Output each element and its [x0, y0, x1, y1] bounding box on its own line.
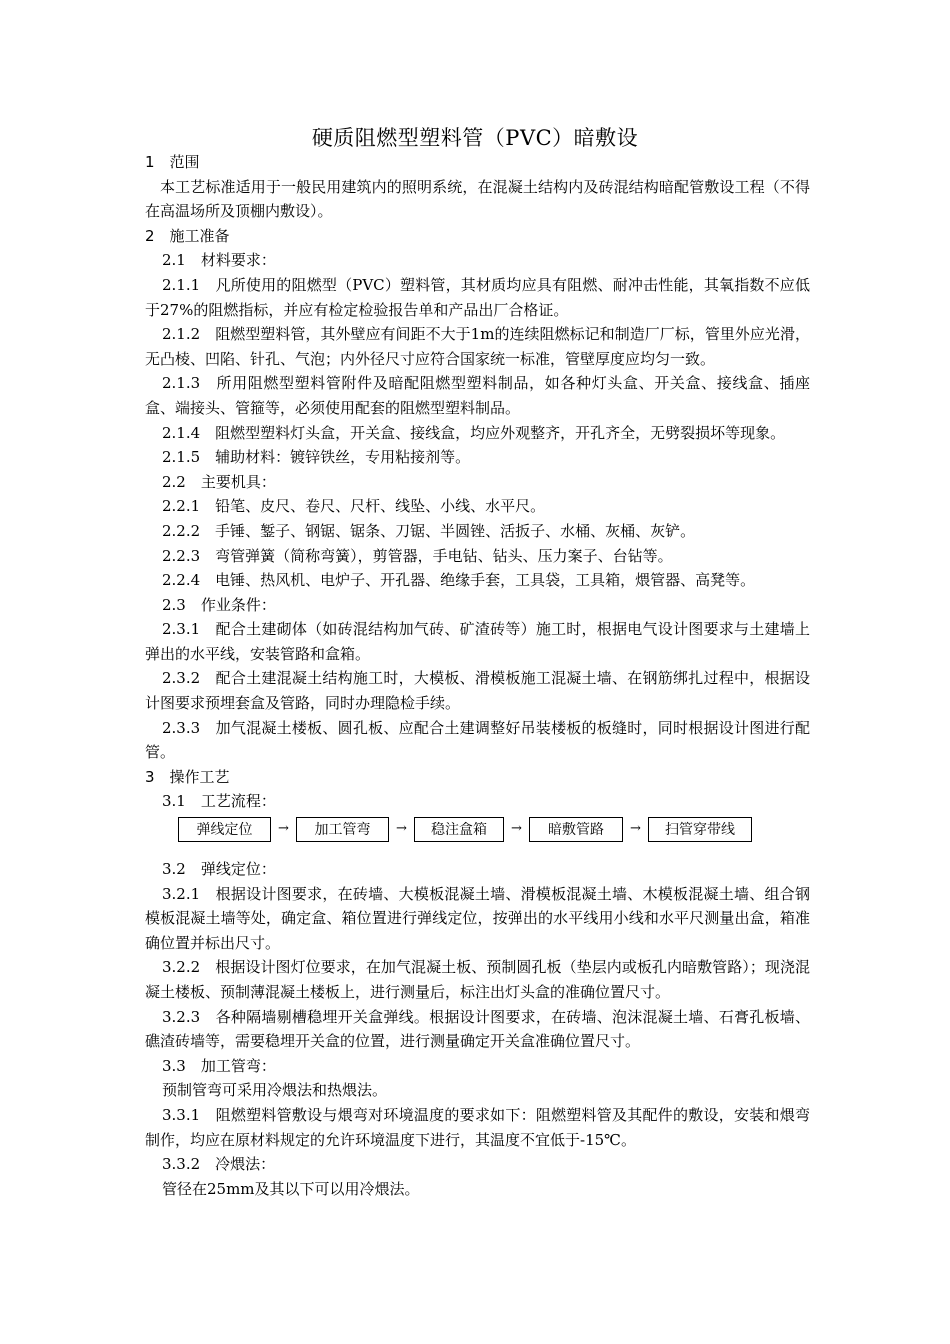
paragraph: 2.1 材料要求： [162, 251, 276, 270]
flow-step-3: 稳注盒箱 [414, 817, 504, 842]
paragraph: 2.2.1 铅笔、皮尺、卷尺、尺杆、线坠、小线、水平尺。 [162, 497, 546, 516]
paragraph: 管径在25mm及其以下可以用冷煨法。 [162, 1179, 420, 1198]
paragraph: 2.2.4 电锤、热风机、电炉子、开孔器、绝缘手套，工具袋，工具箱，煨管器、高凳等。 [162, 571, 756, 590]
paragraph: 预制管弯可采用冷煨法和热煨法。 [162, 1081, 388, 1100]
paragraph: 3.2.2 根据设计图灯位要求，在加气混凝土板、预制圆孔板（垫层内或板孔内暗敷管路）；现浇混凝土楼板、预制薄混凝土楼板上，进行测量后，标注出灯头盒的准确位置尺寸。 [145, 958, 810, 1001]
paragraph: 2.1.1 凡所使用的阻燃型（PVC）塑料管，其材质均应具有阻燃、耐冲击性能，其氧指数不应低于27%的阻燃指标，并应有检定检验报告单和产品出厂合格证。 [145, 275, 810, 319]
paragraph: 2.3.2 配合土建混凝土结构施工时，大模板、滑模板施工混凝土墙、在钢筋绑扎过程中，根据设计图要求预埋套盒及管路，同时办理隐检手续。 [145, 669, 810, 713]
flow-step-5: 扫管穿带线 [648, 817, 752, 842]
section-text-part-1 [145, 150, 810, 814]
flow-arrow-icon: → [278, 821, 289, 837]
paragraph: 本工艺标准适用于一般民用建筑内的照明系统，在混凝土结构内及砖混结构暗配管敷设工程（不得在高温场所及顶棚内敷设）。 [145, 177, 810, 221]
flow-step-4: 暗敷管路 [529, 817, 623, 842]
paragraph: 3.2.3 各种隔墙剔槽稳埋开关盒弹线。根据设计图要求，在砖墙、泡沫混凝土墙、石膏孔板墙、礁渣砖墙等，需要稳埋开关盒的位置，进行测量确定开关盒准确位置尺寸。 [145, 1007, 810, 1051]
flow-step-2: 加工管弯 [296, 817, 389, 842]
flow-arrow-icon: → [511, 821, 522, 837]
paragraph: 2.2.2 手锤、錾子、钢锯、锯条、刀锯、半圆锉、活扳子、水桶、灰桶、灰铲。 [162, 521, 696, 540]
paragraph: 2.1.3 所用阻燃型塑料管附件及暗配阻燃型塑料制品，如各种灯头盒、开关盒、接线盒、插座盒、端接头、管箍等，必须使用配套的阻燃型塑料制品。 [145, 374, 810, 417]
section-text-part-2 [145, 857, 810, 1201]
paragraph: 3.3.2 冷煨法： [162, 1155, 276, 1174]
paragraph: 3.2 弹线定位： [162, 860, 276, 879]
paragraph: 3.2.1 根据设计图要求，在砖墙、大模板混凝土墙、滑模板混凝土墙、木模板混凝土墙、组合钢模板混凝土墙等处，确定盒、箱位置进行弹线定位，按弹出的水平线用小线和水平尺测量出盒，箱准确位置并标出尺寸。 [145, 884, 810, 952]
paragraph: 2.3.3 加气混凝土楼板、圆孔板、应配合土建调整好吊装楼板的板缝时，同时根据设计图进行配管。 [145, 718, 810, 762]
section-heading: 1 范围 [145, 153, 200, 171]
paragraph: 2.1.2 阻燃型塑料管，其外壁应有间距不大于1m的连续阻燃标记和制造厂厂标，管里外应光滑，无凸棱、凹陷、针孔、气泡；内外径尺寸应符合国家统一标准，管壁厚度应均匀一致。 [145, 325, 810, 368]
flow-arrow-icon: → [396, 821, 407, 837]
section-heading: 2 施工准备 [145, 226, 230, 245]
flow-step-1: 弹线定位 [178, 817, 271, 842]
paragraph: 2.2.3 弯管弹簧（简称弯簧），剪管器，手电钻、钻头、压力案子、台钻等。 [162, 546, 673, 565]
section-heading: 3 操作工艺 [145, 767, 230, 786]
paragraph: 3.3 加工管弯： [162, 1056, 276, 1075]
process-flowchart [178, 816, 810, 843]
paragraph: 2.3 作业条件： [162, 595, 276, 614]
paragraph: 3.3.1 阻燃塑料管敷设与煨弯对环境温度的要求如下：阻燃塑料管及其配件的敷设，安装和煨弯制作，均应在原材料规定的允许环境温度下进行，其温度不宜低于-15℃。 [145, 1105, 810, 1149]
document-title: 硬质阻燃型塑料管（PVC）暗敷设 [311, 126, 639, 150]
document-body [145, 150, 810, 1201]
paragraph: 2.1.5 辅助材料：镀锌铁丝，专用粘接剂等。 [162, 448, 471, 467]
paragraph: 2.1.4 阻燃型塑料灯头盒，开关盒、接线盒，均应外观整齐，开孔齐全，无劈裂损坏等现象。 [162, 423, 786, 442]
flow-arrow-icon: → [630, 821, 641, 837]
paragraph: 2.2 主要机具： [162, 472, 276, 491]
paragraph: 3.1 工艺流程： [162, 792, 276, 811]
paragraph: 2.3.1 配合土建砌体（如砖混结构加气砖、矿渣砖等）施工时，根据电气设计图要求与土建墙上弹出的水平线，安装管路和盒箱。 [145, 620, 810, 663]
